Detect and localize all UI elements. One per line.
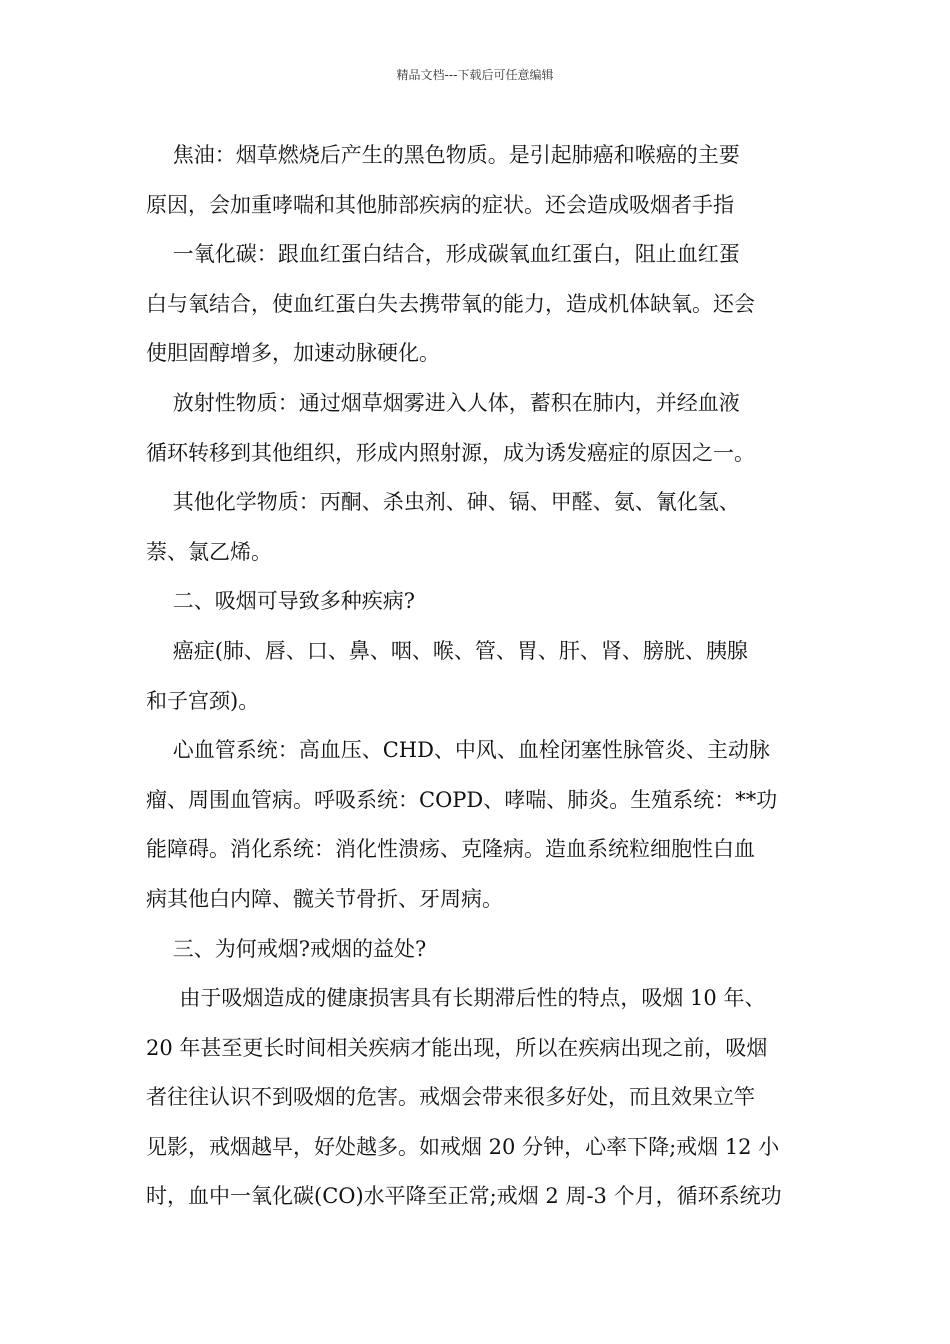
text-line: 原因，会加重哮喘和其他肺部疾病的症状。还会造成吸烟者手指 bbox=[146, 192, 734, 217]
text-line: 和子宫颈)。 bbox=[146, 688, 260, 713]
text-line: 放射性物质：通过烟草烟雾进入人体，蓄积在肺内，并经血液 bbox=[146, 390, 740, 415]
text-line: 一氧化碳：跟血红蛋白结合，形成碳氧血红蛋白，阻止血红蛋 bbox=[146, 242, 740, 267]
text-line: 白与氧结合，使血红蛋白失去携带氧的能力，造成机体缺氧。还会 bbox=[146, 291, 755, 316]
body-text bbox=[146, 131, 826, 1222]
text-line: 萘、氯乙烯。 bbox=[146, 539, 272, 564]
page-header: 精品文档---下载后可任意编辑 bbox=[396, 68, 554, 82]
text-line: 见影，戒烟越早，好处越多。如戒烟 20 分钟，心率下降;戒烟 12 小 bbox=[146, 1134, 780, 1159]
text-line: 病其他白内障、髋关节骨折、牙周病。 bbox=[146, 886, 503, 911]
text-line: 焦油：烟草燃烧后产生的黑色物质。是引起肺癌和喉癌的主要 bbox=[146, 143, 740, 167]
text-line: 癌症(肺、唇、口、鼻、咽、喉、管、胃、肝、肾、膀胱、胰腺 bbox=[146, 638, 748, 663]
text-line: 瘤、周围血管病。呼吸系统：COPD、哮喘、肺炎。生殖系统：**功 bbox=[146, 787, 778, 812]
text-line: 能障碍。消化系统：消化性溃疡、克隆病。造血系统粒细胞性白血 bbox=[146, 837, 755, 862]
text-line: 心血管系统：高血压、CHD、中风、血栓闭塞性脉管炎、主动脉 bbox=[146, 738, 770, 763]
text-line: 循环转移到其他组织，形成内照射源，成为诱发癌症的原因之一。 bbox=[146, 440, 755, 465]
text-line: 由于吸烟造成的健康损害具有长期滞后性的特点，吸烟 10 年、 bbox=[146, 986, 766, 1011]
text-line: 时，血中一氧化碳(CO)水平降至正常;戒烟 2 周-3 个月，循环系统功 bbox=[146, 1184, 782, 1209]
text-line: 二、吸烟可导致多种疾病? bbox=[146, 589, 415, 614]
text-line: 者往往认识不到吸烟的危害。戒烟会带来很多好处，而且效果立竿 bbox=[146, 1085, 755, 1110]
text-line: 其他化学物质：丙酮、杀虫剂、砷、镉、甲醛、氨、氰化氢、 bbox=[146, 490, 740, 515]
text-line: 20 年甚至更长时间相关疾病才能出现，所以在疾病出现之前，吸烟 bbox=[146, 1035, 768, 1060]
text-line: 三、为何戒烟?戒烟的益处? bbox=[146, 936, 427, 961]
text-line: 使胆固醇增多，加速动脉硬化。 bbox=[146, 341, 440, 366]
